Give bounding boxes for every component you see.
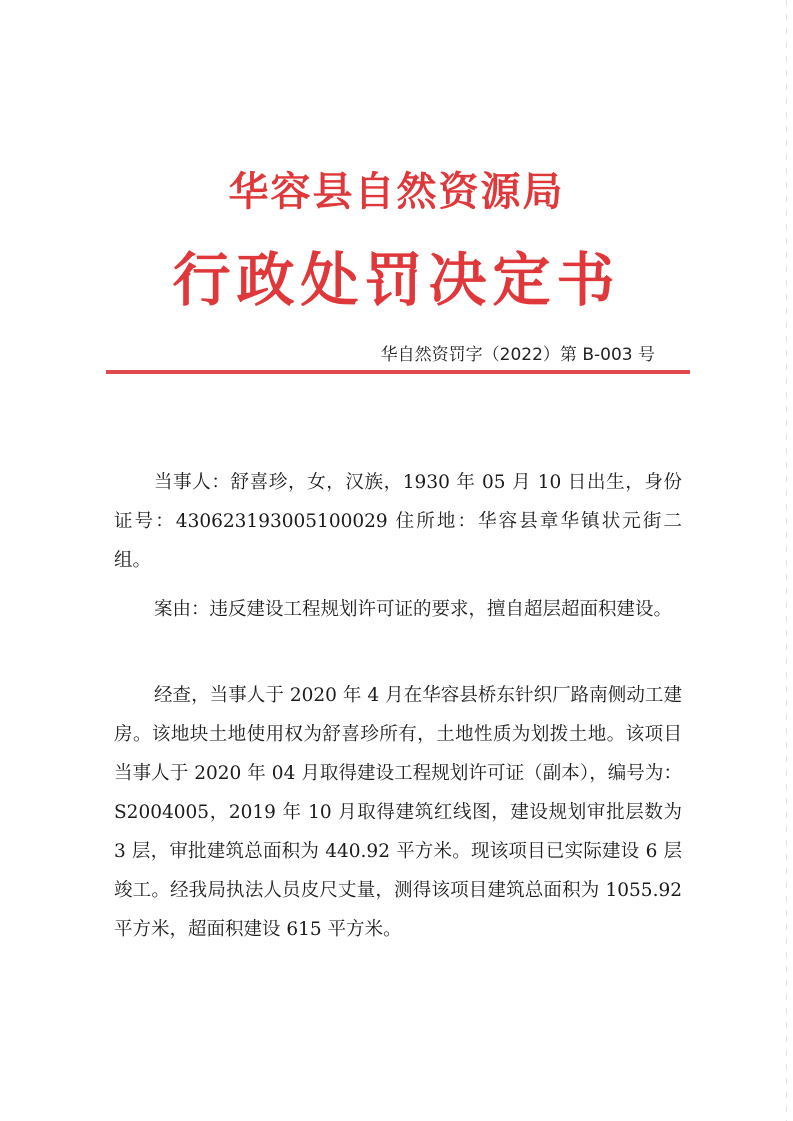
- document-title: 行政处罚决定书: [172, 246, 621, 314]
- scan-edge-artifact: [786, 0, 787, 1121]
- case-cause-paragraph: 案由：违反建设工程规划许可证的要求，擅自超层超面积建设。: [154, 599, 673, 620]
- document-number: 华自然资罚字（2022）第 B-003 号: [380, 345, 655, 365]
- issuing-organization: 华容县自然资源局: [228, 168, 565, 215]
- header-divider: [106, 370, 690, 374]
- party-paragraph: 当事人：舒喜珍，女，汉族，1930 年 05 月 10 日出生，身份证号：430623193005100029 住所地：华容县章华镇状元街二组。: [114, 472, 682, 571]
- investigation-paragraph: 经查，当事人于 2020 年 4 月在华容县桥东针织厂路南侧动工建房。该地块土地使用权为舒喜珍所有，土地性质为划拨土地。该项目当事人于 2020 年 04 月取得建设工程规划许可证（副本），编号为：S2004005，2019 年 10 月取得建筑红线图，建设规划审批层数为 3 层，审批建筑总面积为 440.92 平方米。现该项目已实际建设 6 层竣工。经我局执法人员皮尺丈量，测得该项目建筑总面积为 1055.92 平方米，超面积建设 615 平方米。: [114, 685, 682, 940]
